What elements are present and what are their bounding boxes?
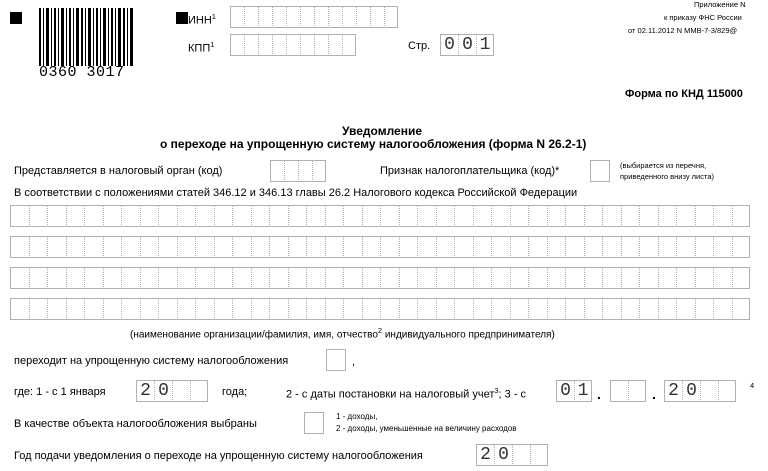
- organization-name-cell[interactable]: [528, 267, 547, 289]
- tax-object-cell[interactable]: [304, 412, 324, 434]
- organization-name-cell[interactable]: [528, 205, 547, 227]
- organization-name-cell[interactable]: [639, 298, 658, 320]
- organization-name-cell[interactable]: [10, 267, 29, 289]
- organization-name-cell[interactable]: [103, 205, 122, 227]
- organization-name-cell[interactable]: [269, 236, 288, 258]
- organization-name-cell[interactable]: [602, 236, 621, 258]
- organization-name-cell[interactable]: [232, 205, 251, 227]
- organization-name-cell[interactable]: [195, 267, 214, 289]
- organization-name-cell[interactable]: [454, 298, 473, 320]
- organization-name-cell[interactable]: [454, 205, 473, 227]
- tax-object-option-1: 1 - доходы,: [336, 412, 378, 421]
- barcode-image: [39, 8, 135, 66]
- organization-name-cell[interactable]: [269, 267, 288, 289]
- organization-name-cell[interactable]: [325, 236, 344, 258]
- organization-name-cell[interactable]: [121, 267, 140, 289]
- organization-name-cell[interactable]: [343, 236, 362, 258]
- organization-name-cell[interactable]: [288, 205, 307, 227]
- organization-name-cell[interactable]: [658, 236, 677, 258]
- submission-year-label: Год подачи уведомления о переходе на упрощенную систему налогообложения: [14, 450, 423, 462]
- organization-name-cell[interactable]: [232, 236, 251, 258]
- organization-name-cell[interactable]: [140, 236, 159, 258]
- organization-name-cell[interactable]: [84, 267, 103, 289]
- organization-name-cell[interactable]: [547, 267, 566, 289]
- organization-name-cell[interactable]: [565, 236, 584, 258]
- organization-name-cell[interactable]: [547, 205, 566, 227]
- organization-name-cell[interactable]: [214, 298, 233, 320]
- organization-name-cell[interactable]: [380, 267, 399, 289]
- organization-name-cell[interactable]: [547, 298, 566, 320]
- organization-name-cell[interactable]: [621, 205, 640, 227]
- organization-name-cell[interactable]: [66, 267, 85, 289]
- organization-name-cell[interactable]: [232, 267, 251, 289]
- organization-name-row[interactable]: [10, 205, 750, 227]
- organization-name-cell[interactable]: [602, 267, 621, 289]
- organization-name-cell[interactable]: [491, 298, 510, 320]
- option-1-year-cells[interactable]: 2 0: [136, 380, 208, 402]
- organization-name-cell[interactable]: [695, 267, 714, 289]
- organization-name-cell[interactable]: [47, 267, 66, 289]
- inn-label: ИНН$^1$: [188, 12, 216, 27]
- organization-name-cell[interactable]: [676, 236, 695, 258]
- organization-name-cell[interactable]: [399, 205, 418, 227]
- organization-name-cell[interactable]: [306, 205, 325, 227]
- organization-name-cell[interactable]: [621, 236, 640, 258]
- organization-name-cell[interactable]: [510, 298, 529, 320]
- organization-name-cell[interactable]: [121, 236, 140, 258]
- tax-authority-label: Представляется в налоговый орган (код): [14, 165, 223, 177]
- organization-name-cell[interactable]: [158, 298, 177, 320]
- organization-name-cell[interactable]: [436, 236, 455, 258]
- page-number-cells[interactable]: 0 0 1: [440, 34, 494, 56]
- organization-name-cell[interactable]: [528, 236, 547, 258]
- organization-name-cell[interactable]: [473, 205, 492, 227]
- organization-name-cell[interactable]: [177, 236, 196, 258]
- date-day-cells[interactable]: 0 1: [556, 380, 592, 402]
- organization-name-cell[interactable]: [251, 205, 270, 227]
- organization-name-cell[interactable]: [269, 298, 288, 320]
- organization-name-cell[interactable]: [251, 236, 270, 258]
- organization-name-cell[interactable]: [362, 267, 381, 289]
- organization-name-cell[interactable]: [121, 298, 140, 320]
- taxpayer-sign-label: Признак налогоплательщика (код)*: [380, 165, 560, 177]
- kpp-label: КПП$^1$: [188, 40, 215, 55]
- organization-name-cell[interactable]: [713, 236, 732, 258]
- organization-name-cell[interactable]: [417, 236, 436, 258]
- organization-name-cell[interactable]: [602, 205, 621, 227]
- organization-name-cell[interactable]: [214, 236, 233, 258]
- organization-name-cell[interactable]: [417, 298, 436, 320]
- organization-name-cell[interactable]: [177, 267, 196, 289]
- organization-name-cell[interactable]: [621, 267, 640, 289]
- organization-name-cell[interactable]: [510, 236, 529, 258]
- taxpayer-sign-cell[interactable]: [590, 160, 610, 182]
- organization-name-cell[interactable]: [491, 205, 510, 227]
- appendix-line-1: Приложение N: [694, 0, 746, 9]
- organization-name-cell[interactable]: [436, 267, 455, 289]
- organization-name-cell[interactable]: [639, 236, 658, 258]
- organization-name-cell[interactable]: [66, 205, 85, 227]
- organization-name-cell[interactable]: [29, 205, 48, 227]
- date-separator-1: .: [597, 386, 601, 402]
- organization-name-cell[interactable]: [436, 298, 455, 320]
- organization-name-cell[interactable]: [713, 205, 732, 227]
- organization-name-cell[interactable]: [84, 298, 103, 320]
- organization-name-cell[interactable]: [565, 205, 584, 227]
- organization-name-cell[interactable]: [565, 267, 584, 289]
- organization-name-cell[interactable]: [399, 236, 418, 258]
- organization-name-cell[interactable]: [473, 298, 492, 320]
- organization-name-cell[interactable]: [325, 298, 344, 320]
- organization-name-cell[interactable]: [10, 205, 29, 227]
- organization-name-cell[interactable]: [695, 298, 714, 320]
- tax-object-label: В качестве объекта налогообложения выбраны: [14, 418, 257, 430]
- date-separator-2: .: [652, 386, 656, 402]
- organization-name-cell[interactable]: [121, 205, 140, 227]
- organization-name-cell[interactable]: [639, 205, 658, 227]
- taxpayer-sign-note-1: (выбирается из перечня,: [620, 161, 707, 170]
- organization-name-cell[interactable]: [288, 298, 307, 320]
- organization-name-cell[interactable]: [639, 267, 658, 289]
- organization-name-cell[interactable]: [66, 298, 85, 320]
- organization-name-cell[interactable]: [47, 205, 66, 227]
- taxpayer-sign-note-2: приведенного внизу листа): [620, 172, 714, 181]
- inn-cells[interactable]: [230, 6, 398, 28]
- organization-name-cell[interactable]: [676, 267, 695, 289]
- organization-name-cell[interactable]: [10, 236, 29, 258]
- page-label: Стр.: [408, 40, 431, 52]
- organization-name-cell[interactable]: [732, 205, 751, 227]
- organization-name-cell[interactable]: [158, 205, 177, 227]
- organization-name-cell[interactable]: [510, 205, 529, 227]
- organization-name-cell[interactable]: [658, 205, 677, 227]
- organization-name-cell[interactable]: [343, 205, 362, 227]
- organization-name-cell[interactable]: [547, 236, 566, 258]
- alignment-marker-left: [10, 12, 22, 24]
- organization-name-cell[interactable]: [214, 267, 233, 289]
- organization-name-cell[interactable]: [269, 205, 288, 227]
- organization-name-cell[interactable]: [399, 267, 418, 289]
- organization-name-cell[interactable]: [676, 298, 695, 320]
- organization-name-cell[interactable]: [491, 236, 510, 258]
- organization-name-row[interactable]: [10, 267, 750, 289]
- organization-name-cell[interactable]: [306, 267, 325, 289]
- appendix-line-2: к приказу ФНС России: [664, 13, 742, 22]
- organization-name-cell[interactable]: [584, 267, 603, 289]
- organization-name-cell[interactable]: [10, 298, 29, 320]
- form-code: Форма по КНД 115000: [625, 88, 743, 100]
- barcode-number: 0360 3017: [39, 64, 125, 81]
- organization-name-cell[interactable]: [29, 267, 48, 289]
- organization-name-cell[interactable]: [491, 267, 510, 289]
- organization-name-cell[interactable]: [713, 298, 732, 320]
- organization-name-cell[interactable]: [584, 205, 603, 227]
- organization-name-cell[interactable]: [288, 236, 307, 258]
- organization-name-row[interactable]: [10, 236, 750, 258]
- organization-name-cell[interactable]: [103, 267, 122, 289]
- organization-name-cell[interactable]: [103, 236, 122, 258]
- organization-name-cell[interactable]: [658, 267, 677, 289]
- organization-name-cell[interactable]: [713, 267, 732, 289]
- organization-name-cell[interactable]: [436, 205, 455, 227]
- submission-year-cells[interactable]: 2 0: [476, 444, 548, 466]
- transition-code-cell[interactable]: [326, 349, 346, 371]
- organization-name-cell[interactable]: [158, 236, 177, 258]
- kpp-cells[interactable]: [230, 34, 356, 56]
- organization-name-cell[interactable]: [732, 298, 751, 320]
- year-label: года;: [222, 386, 248, 398]
- organization-name-cell[interactable]: [47, 298, 66, 320]
- organization-name-cell[interactable]: [306, 236, 325, 258]
- organization-name-cell[interactable]: [195, 236, 214, 258]
- form-title-line-2: о переходе на упрощенную систему налогообложения (форма N 26.2-1): [160, 137, 587, 151]
- alignment-marker-right: [176, 12, 188, 24]
- option-2-3-label: 2 - с даты постановки на налоговый учет$^3$; 3 - с: [286, 386, 527, 401]
- organization-name-cell[interactable]: [84, 236, 103, 258]
- organization-name-cell[interactable]: [251, 267, 270, 289]
- organization-name-row[interactable]: [10, 298, 750, 320]
- appendix-line-3: от 02.11.2012 N ММВ-7-3/829@: [628, 26, 738, 35]
- organization-name-cell[interactable]: [621, 298, 640, 320]
- organization-name-cell[interactable]: [343, 267, 362, 289]
- transition-comma: ,: [352, 356, 356, 368]
- organization-name-cell[interactable]: [195, 205, 214, 227]
- legal-basis-text: В соответствии с положениями статей 346.12 и 346.13 главы 26.2 Налогового кодекса Российской Федерации: [14, 187, 578, 199]
- organization-name-cell[interactable]: [454, 267, 473, 289]
- organization-name-cell[interactable]: [380, 236, 399, 258]
- organization-name-cell[interactable]: [177, 298, 196, 320]
- organization-name-cell[interactable]: [584, 236, 603, 258]
- organization-name-cell[interactable]: [103, 298, 122, 320]
- tax-object-option-2: 2 - доходы, уменьшенные на величину расходов: [336, 424, 517, 433]
- tax-authority-cells[interactable]: [270, 160, 326, 182]
- organization-name-cell[interactable]: [380, 298, 399, 320]
- organization-name-cell[interactable]: [325, 267, 344, 289]
- organization-name-cell[interactable]: [251, 298, 270, 320]
- organization-name-cell[interactable]: [584, 298, 603, 320]
- organization-name-cell[interactable]: [565, 298, 584, 320]
- organization-name-cell[interactable]: [732, 236, 751, 258]
- organization-name-cell[interactable]: [84, 205, 103, 227]
- organization-name-cell[interactable]: [454, 236, 473, 258]
- organization-name-cell[interactable]: [306, 298, 325, 320]
- organization-name-cell[interactable]: [658, 298, 677, 320]
- organization-name-cell[interactable]: [158, 267, 177, 289]
- organization-name-cell[interactable]: [140, 267, 159, 289]
- organization-name-cell[interactable]: [602, 298, 621, 320]
- organization-name-cell[interactable]: [473, 236, 492, 258]
- organization-name-cell[interactable]: [417, 267, 436, 289]
- organization-name-cell[interactable]: [177, 205, 196, 227]
- date-footnote-mark: 4: [750, 381, 755, 390]
- organization-name-caption: (наименование организации/фамилия, имя, отчество$^2$ индивидуального предпринимателя): [130, 326, 555, 341]
- date-year-cells[interactable]: 2 0: [664, 380, 736, 402]
- transition-label: переходит на упрощенную систему налогообложения: [14, 355, 289, 367]
- organization-name-cell[interactable]: [325, 205, 344, 227]
- option-1-label: где: 1 - с 1 января: [14, 386, 106, 398]
- organization-name-cell[interactable]: [528, 298, 547, 320]
- organization-name-cell[interactable]: [288, 267, 307, 289]
- organization-name-cell[interactable]: [399, 298, 418, 320]
- organization-name-cell[interactable]: [695, 205, 714, 227]
- organization-name-cell[interactable]: [380, 205, 399, 227]
- organization-name-cell[interactable]: [510, 267, 529, 289]
- organization-name-cell[interactable]: [343, 298, 362, 320]
- organization-name-cell[interactable]: [214, 205, 233, 227]
- organization-name-cell[interactable]: [47, 236, 66, 258]
- organization-name-cell[interactable]: [195, 298, 214, 320]
- organization-name-cell[interactable]: [140, 205, 159, 227]
- date-month-cells[interactable]: [610, 380, 646, 402]
- organization-name-cell[interactable]: [676, 205, 695, 227]
- organization-name-cell[interactable]: [695, 236, 714, 258]
- organization-name-cell[interactable]: [29, 236, 48, 258]
- form-title-line-1: Уведомление: [342, 124, 423, 138]
- organization-name-cell[interactable]: [473, 267, 492, 289]
- organization-name-cell[interactable]: [362, 298, 381, 320]
- organization-name-cell[interactable]: [417, 205, 436, 227]
- organization-name-cell[interactable]: [140, 298, 159, 320]
- organization-name-cell[interactable]: [362, 205, 381, 227]
- organization-name-cell[interactable]: [66, 236, 85, 258]
- organization-name-cell[interactable]: [29, 298, 48, 320]
- organization-name-cell[interactable]: [232, 298, 251, 320]
- organization-name-cell[interactable]: [732, 267, 751, 289]
- organization-name-cell[interactable]: [362, 236, 381, 258]
